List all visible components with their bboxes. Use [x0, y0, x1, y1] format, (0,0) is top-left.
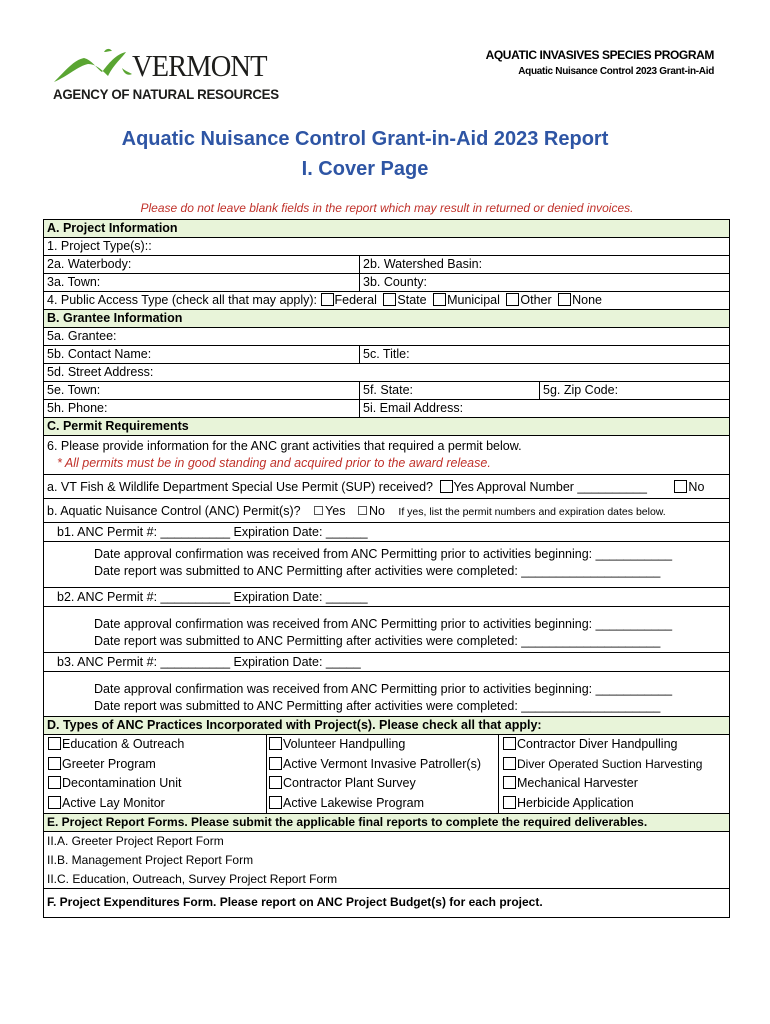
greeter-program-checkbox[interactable]: [48, 757, 61, 770]
municipal-checkbox[interactable]: [433, 293, 446, 306]
decontamination-unit-checkbox[interactable]: [48, 776, 61, 789]
practice-dash[interactable]: [503, 755, 729, 775]
practice-vip[interactable]: [269, 755, 498, 775]
watershed-field[interactable]: [359, 256, 729, 273]
federal-option: Federal: [334, 293, 377, 307]
anc-yes-label: Yes: [325, 504, 346, 518]
permit-b1-approval-date: Date approval confirmation was received from ANC Permitting prior to activities beginning: ___________: [94, 547, 673, 561]
state-label: 5f. State:: [363, 383, 414, 397]
lakewise-checkbox[interactable]: [269, 796, 282, 809]
project-type-field[interactable]: [44, 238, 729, 256]
practices-grid: [44, 735, 729, 814]
practice-decontamination-unit[interactable]: [48, 774, 266, 794]
waterbody-field[interactable]: 2a. Waterbody:: [47, 257, 132, 271]
program-header: [486, 48, 714, 77]
volunteer-handpulling-checkbox[interactable]: [269, 737, 282, 750]
practices-column-3: [498, 735, 729, 813]
grantee-town-field[interactable]: 5e. Town:: [47, 383, 101, 397]
practice-contractor-diver-handpulling[interactable]: [503, 735, 729, 755]
sup-question: a. VT Fish & Wildlife Department Special Use Permit (SUP) received?: [47, 480, 434, 494]
zip-code-field[interactable]: [539, 382, 729, 399]
title-label: 5c. Title:: [363, 347, 410, 361]
anc-no-checkbox[interactable]: [358, 506, 367, 515]
logo-wordmark: VERMONT: [132, 48, 267, 83]
town-field[interactable]: 3a. Town:: [47, 275, 101, 289]
permit-b2-row[interactable]: [44, 588, 729, 607]
phone-email-row: [44, 400, 729, 418]
anc-yes-checkbox[interactable]: [314, 506, 323, 515]
state-field[interactable]: [359, 382, 539, 399]
other-checkbox[interactable]: [506, 293, 519, 306]
section-c-heading: C. Permit Requirements: [44, 418, 729, 436]
permit-instructions: [44, 436, 729, 475]
permit-b2-report-date: Date report was submitted to ANC Permitting after activities were completed: ____________________: [94, 634, 661, 648]
grantee-field[interactable]: [44, 328, 729, 346]
county-field[interactable]: [359, 274, 729, 291]
sup-no-checkbox[interactable]: [674, 480, 687, 493]
none-option: None: [572, 293, 603, 307]
contractor-plant-survey-label: Contractor Plant Survey: [283, 776, 416, 790]
active-lay-monitor-checkbox[interactable]: [48, 796, 61, 809]
greeter-report-form: II.A. Greeter Project Report Form: [47, 834, 224, 848]
dash-checkbox[interactable]: [503, 757, 516, 770]
contractor-diver-handpulling-checkbox[interactable]: [503, 737, 516, 750]
practices-column-2: [266, 735, 498, 813]
herbicide-application-label: Herbicide Application: [517, 795, 634, 810]
state-checkbox[interactable]: [383, 293, 396, 306]
management-report-form: II.B. Management Project Report Form: [47, 853, 254, 867]
grantee-label: 5a. Grantee:: [47, 329, 117, 343]
sup-yes-label: Yes Approval Number __________: [453, 480, 647, 494]
sup-no-label: No: [688, 480, 705, 494]
lakewise-label: Active Lakewise Program: [283, 795, 425, 810]
project-type-label: 1. Project Type(s)::: [47, 239, 152, 253]
dash-label: Diver Operated Suction Harvesting: [517, 756, 703, 771]
municipal-option: Municipal: [447, 293, 500, 307]
section-d-heading: D. Types of ANC Practices Incorporated with Project(s). Please check all that apply:: [44, 717, 729, 735]
practice-active-lay-monitor[interactable]: [48, 794, 266, 814]
email-field[interactable]: [359, 400, 729, 417]
active-lay-monitor-label: Active Lay Monitor: [62, 795, 165, 810]
email-label: 5i. Email Address:: [363, 401, 464, 415]
section-f-heading: F. Project Expenditures Form. Please report on ANC Project Budget(s) for each project.: [44, 889, 729, 918]
vip-label: Active Vermont Invasive Patroller(s): [283, 756, 481, 771]
section-b-heading: B. Grantee Information: [44, 310, 729, 328]
program-name: AQUATIC INVASIVES SPECIES PROGRAM: [485, 48, 714, 62]
permit-b2-approval-date: Date approval confirmation was received from ANC Permitting prior to activities beginning: ___________: [94, 617, 673, 631]
agency-name: AGENCY OF NATURAL RESOURCES: [53, 86, 279, 102]
permit-b1-label: b1. ANC Permit #: __________ Expiration Date: ______: [57, 525, 368, 539]
watershed-label: 2b. Watershed Basin:: [363, 257, 483, 271]
anc-question: b. Aquatic Nuisance Control (ANC) Permit(s)?: [47, 504, 301, 518]
permit-note: * All permits must be in good standing and acquired prior to the award release.: [57, 456, 491, 470]
mechanical-harvester-checkbox[interactable]: [503, 776, 516, 789]
access-type-label: 4. Public Access Type (check all that may apply):: [47, 293, 318, 307]
permit-b1-report-date: Date report was submitted to ANC Permitting after activities were completed: ____________________: [94, 564, 661, 578]
street-address-label: 5d. Street Address:: [47, 365, 154, 379]
permit-instruction-text: 6. Please provide information for the ANC grant activities that required a permit below.: [47, 439, 522, 453]
volunteer-handpulling-label: Volunteer Handpulling: [283, 737, 406, 751]
permit-b3-report-date: Date report was submitted to ANC Permitting after activities were completed: ____________________: [94, 699, 661, 713]
town-state-zip-row: [44, 382, 729, 400]
contact-name-field[interactable]: 5b. Contact Name:: [47, 347, 152, 361]
title-field[interactable]: [359, 346, 729, 363]
decontamination-unit-label: Decontamination Unit: [62, 776, 182, 790]
sup-yes-checkbox[interactable]: [440, 480, 453, 493]
anc-no-label: No: [368, 504, 385, 518]
permit-b1-row[interactable]: [44, 523, 729, 542]
contractor-plant-survey-checkbox[interactable]: [269, 776, 282, 789]
state-option: State: [397, 293, 427, 307]
federal-checkbox[interactable]: [321, 293, 334, 306]
town-row: [44, 274, 729, 292]
education-survey-report-form: II.C. Education, Outreach, Survey Project Report Form: [47, 872, 338, 886]
none-checkbox[interactable]: [558, 293, 571, 306]
mountain-logo-icon: [52, 46, 142, 86]
street-address-field[interactable]: [44, 364, 729, 382]
practice-education-outreach[interactable]: [48, 735, 266, 755]
vip-checkbox[interactable]: [269, 757, 282, 770]
section-a-heading: A. Project Information: [44, 220, 729, 238]
report-title: Aquatic Nuisance Control Grant-in-Aid 2023 Report: [121, 128, 609, 150]
contractor-diver-handpulling-label: Contractor Diver Handpulling: [517, 737, 678, 751]
practices-column-1: [48, 735, 266, 813]
program-subtitle: Aquatic Nuisance Control 2023 Grant-in-Aid: [518, 66, 714, 77]
herbicide-application-checkbox[interactable]: [503, 796, 516, 809]
practice-greeter-program[interactable]: [48, 755, 266, 775]
cover-page-form: [43, 219, 730, 918]
permit-b3-row[interactable]: [44, 653, 729, 672]
permit-b1-dates[interactable]: [44, 542, 729, 588]
permit-b2-dates[interactable]: [44, 607, 729, 653]
practice-mechanical-harvester[interactable]: [503, 774, 729, 794]
education-outreach-checkbox[interactable]: [48, 737, 61, 750]
blank-fields-warning: Please do not leave blank fields in the report which may result in returned or denied invoices.: [140, 201, 634, 215]
practice-contractor-plant-survey[interactable]: [269, 774, 498, 794]
report-forms-list: [44, 832, 729, 889]
permit-b3-dates[interactable]: [44, 672, 729, 717]
practice-lakewise[interactable]: [269, 794, 498, 814]
practice-volunteer-handpulling[interactable]: [269, 735, 498, 755]
education-outreach-label: Education & Outreach: [62, 737, 185, 751]
other-option: Other: [520, 293, 552, 307]
zip-code-label: 5g. Zip Code:: [543, 383, 619, 397]
permit-b3-label: b3. ANC Permit #: __________ Expiration Date: _____: [57, 655, 361, 669]
report-subtitle: I. Cover Page: [301, 158, 429, 180]
county-label: 3b. County:: [363, 275, 427, 289]
section-e-heading: E. Project Report Forms. Please submit the applicable final reports to complete the required deliverables.: [44, 814, 729, 832]
waterbody-row: [44, 256, 729, 274]
sup-row: [44, 475, 729, 499]
contact-row: [44, 346, 729, 364]
anc-note: If yes, list the permit numbers and expiration dates below.: [398, 506, 666, 518]
anc-permit-row: [44, 499, 729, 523]
permit-b2-label: b2. ANC Permit #: __________ Expiration Date: ______: [57, 590, 368, 604]
phone-field[interactable]: 5h. Phone:: [47, 401, 108, 415]
greeter-program-label: Greeter Program: [62, 756, 156, 771]
permit-b3-approval-date: Date approval confirmation was received from ANC Permitting prior to activities beginning: ___________: [94, 682, 673, 696]
mechanical-harvester-label: Mechanical Harvester: [517, 776, 638, 790]
practice-herbicide-application[interactable]: [503, 794, 729, 814]
access-type-row: [44, 292, 729, 310]
